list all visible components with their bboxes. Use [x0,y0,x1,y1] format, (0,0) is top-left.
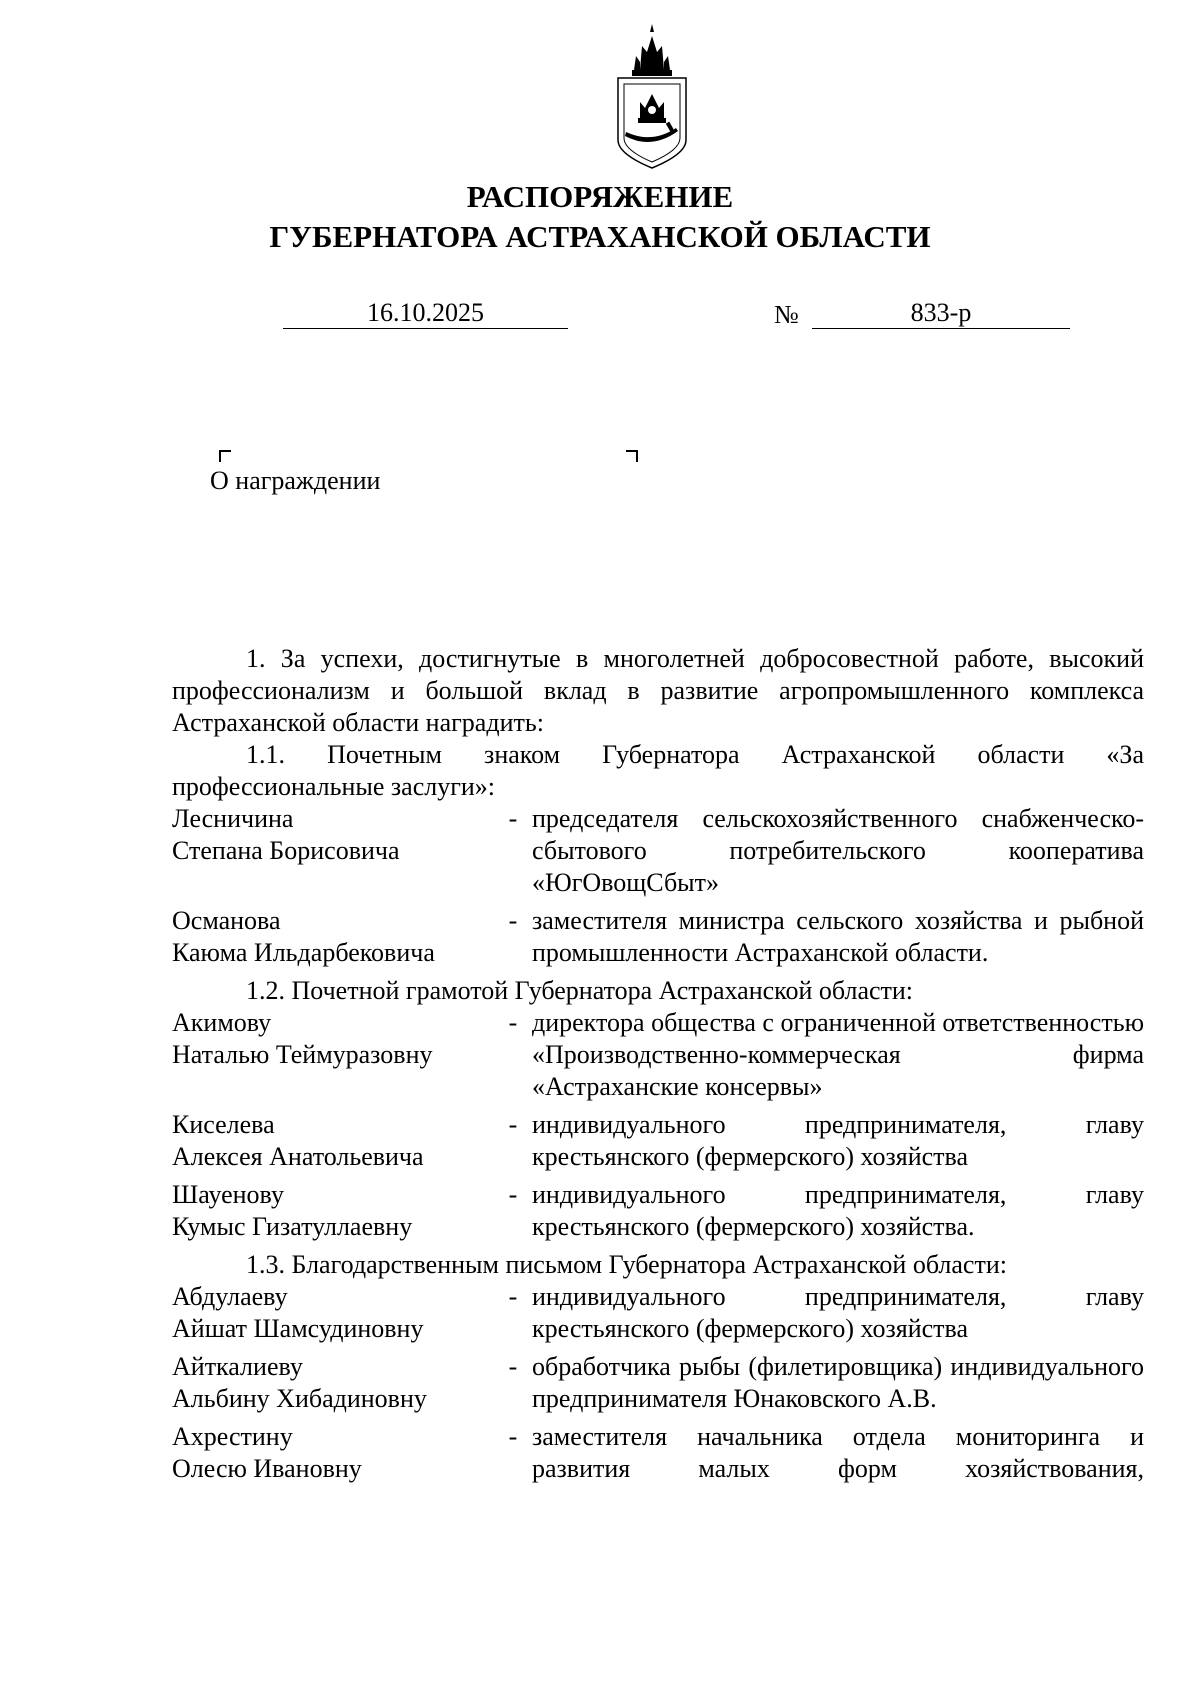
person-position: заместителя начальника отдела мониторинга и развития малых форм хозяйствования, [532,1422,1144,1483]
person-position: директора общества с ограниченной ответственностью «Производственно-коммерческая фирма «Астраханские консервы» [532,1008,1144,1101]
subject-bracket-left [219,450,231,462]
section-heading: 1.3. Благодарственным письмом Губернатора Астраханской области: [246,1250,1007,1279]
person-position: индивидуального предпринимателя, главу крестьянского (фермерского) хозяйства [532,1110,1144,1171]
document-title: РАСПОРЯЖЕНИЕ [466,179,734,214]
person-name [172,1351,494,1415]
dash-separator: - [508,1282,518,1311]
award-row [172,803,1144,899]
coat-of-arms-emblem [612,22,692,172]
person-name [172,1281,494,1345]
person-given-names: Алексея Анатольевича [172,1142,424,1171]
person-position: заместителя министра сельского хозяйства и рыбной промышленности Астраханской области. [532,906,1144,967]
section-heading: 1.1. Почетным знаком Губернатора Астраханской области «За профессиональные заслуги»: [172,740,1144,801]
person-given-names: Степана Борисовича [172,836,400,865]
person-name [172,803,494,899]
person-given-names: Айшат Шамсудиновну [172,1314,424,1343]
person-given-names: Кумыс Гизатуллаевну [172,1212,413,1241]
person-surname: Киселева [172,1110,275,1139]
person-position: индивидуального предпринимателя, главу крестьянского (фермерского) хозяйства [532,1282,1144,1343]
document-date: 16.10.2025 [283,298,568,329]
dash-separator: - [508,804,518,833]
award-row [172,1179,1144,1243]
document-body [172,643,1144,1491]
person-surname: Акимову [172,1008,272,1037]
dash-separator: - [508,1422,518,1451]
person-surname: Османова [172,906,281,935]
dash-separator: - [508,1110,518,1139]
subject-bracket-right [626,450,638,462]
dash-separator: - [508,906,518,935]
person-surname: Шауенову [172,1180,284,1209]
document-number: 833-р [812,298,1070,329]
document-issuer: ГУБЕРНАТОРА АСТРАХАНСКОЙ ОБЛАСТИ [269,219,931,254]
number-label: № [774,300,799,329]
person-given-names: Олесю Ивановну [172,1454,362,1483]
document-subject: О награждении [210,466,381,495]
person-position: председателя сельскохозяйственного снабженческо-сбытового потребительского кооператива «ЮгОвощСбыт» [532,804,1144,897]
person-surname: Абдулаеву [172,1282,288,1311]
person-name [172,1007,494,1103]
intro-paragraph: 1. За успехи, достигнутые в многолетней добросовестной работе, высокий профессионализм и большой вклад в развитие агропромышленного комплекса Астраханской области наградить: [172,644,1144,737]
person-name [172,1179,494,1243]
section-heading: 1.2. Почетной грамотой Губернатора Астраханской области: [246,976,914,1005]
person-name [172,1421,494,1485]
award-row [172,905,1144,969]
award-row [172,1421,1144,1485]
dash-separator: - [508,1180,518,1209]
award-row [172,1281,1144,1345]
person-name [172,905,494,969]
person-surname: Лесничина [172,804,294,833]
award-row [172,1109,1144,1173]
person-given-names: Каюма Ильдарбековича [172,938,435,967]
person-surname: Айткалиеву [172,1352,303,1381]
person-given-names: Наталью Теймуразовну [172,1040,433,1069]
dash-separator: - [508,1352,518,1381]
person-position: индивидуального предпринимателя, главу крестьянского (фермерского) хозяйства. [532,1180,1144,1241]
dash-separator: - [508,1008,518,1037]
person-given-names: Альбину Хибадиновну [172,1384,427,1413]
award-row [172,1351,1144,1415]
award-row [172,1007,1144,1103]
person-position: обработчика рыбы (филетировщика) индивидуального предпринимателя Юнаковского А.В. [532,1352,1144,1413]
person-name [172,1109,494,1173]
person-surname: Ахрестину [172,1422,293,1451]
